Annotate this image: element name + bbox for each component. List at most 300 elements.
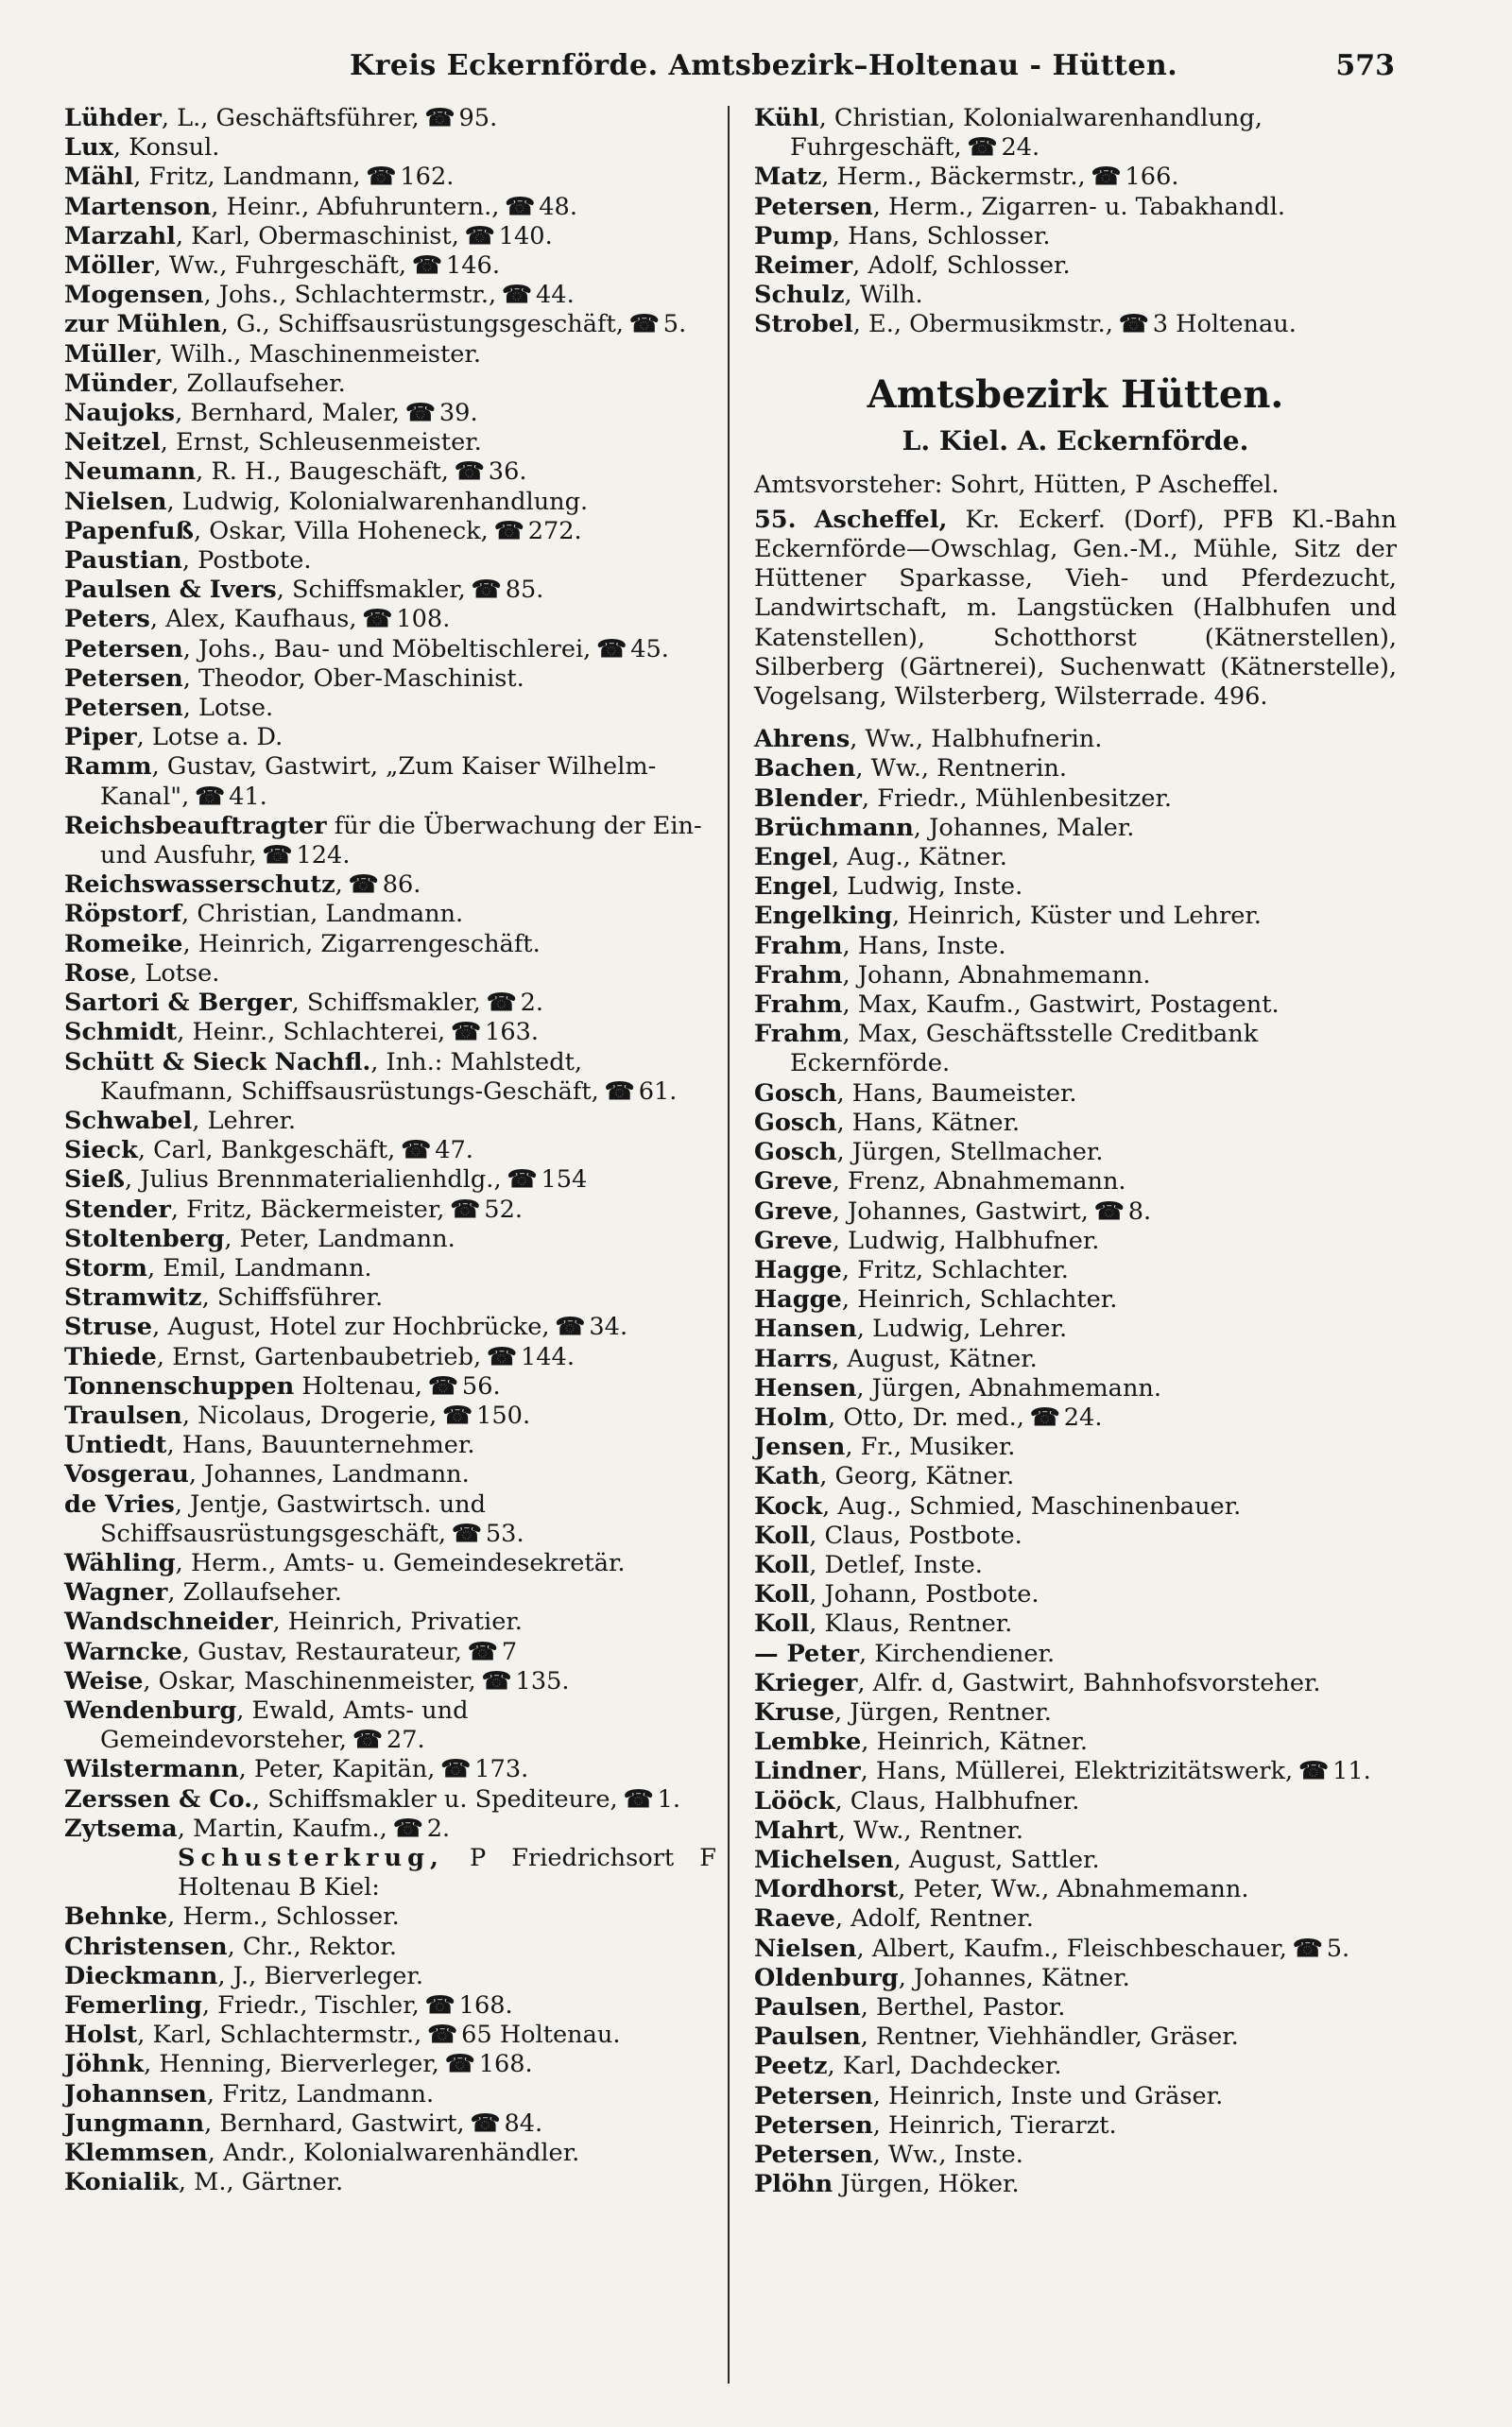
directory-entry: [64, 959, 716, 989]
entry-name: Plöhn: [754, 2170, 833, 2199]
entry-name: Koll: [754, 1580, 810, 1609]
phone-icon: ☎: [486, 989, 515, 1018]
entry-name: Mogensen: [64, 281, 204, 310]
entry-name: Jungmann: [64, 2109, 205, 2138]
phone-number: 36.: [488, 457, 527, 487]
phone-icon: ☎: [487, 1342, 515, 1371]
entry-name: — Peter: [754, 1639, 859, 1668]
directory-entry: [754, 1167, 1397, 1196]
directory-entry: [64, 1254, 716, 1283]
entry-details: , Andr., Kolonialwarenhändler.: [207, 2139, 580, 2168]
entry-details: , Berthel, Pastor.: [860, 1992, 1066, 2022]
entry-details: , Johannes, Gastwirt,: [832, 1196, 1089, 1226]
directory-entry: [754, 2170, 1397, 2199]
directory-entry: [754, 1462, 1397, 1491]
entry-details: , Schiffsmakler u. Spediteure,: [252, 1784, 618, 1814]
entry-name: Koll: [754, 1609, 810, 1639]
directory-entry: [754, 1993, 1397, 2022]
entry-details: , Peter, Ww., Abnahmemann.: [898, 1875, 1249, 1904]
entry-details: , Lotse.: [129, 958, 220, 988]
entry-name: Femerling: [64, 1991, 202, 2020]
entry-name: Dieckmann: [64, 1961, 218, 1990]
entry-details: , Hans, Bauunternehmer.: [166, 1431, 475, 1460]
entry-name: Sartori & Berger: [64, 989, 292, 1018]
phone-number: 56.: [461, 1371, 501, 1401]
entry-details: , Heinrich, Schlachter.: [841, 1285, 1118, 1315]
phone-icon: ☎: [392, 1814, 421, 1843]
phone-number: 45.: [630, 634, 669, 663]
entry-name: Thiede: [64, 1342, 157, 1371]
phone-icon: ☎: [555, 1313, 584, 1342]
phone-number: 44.: [536, 281, 575, 310]
phone-icon: ☎: [1298, 1757, 1328, 1786]
directory-entry: [64, 1578, 716, 1608]
phone-number: 48.: [539, 192, 577, 221]
directory-entry: [64, 399, 716, 428]
entry-name: Hansen: [754, 1315, 857, 1344]
entry-details: , Schiffsmakler,: [291, 989, 481, 1018]
entry-name: Nielsen: [754, 1934, 857, 1963]
phone-icon: ☎: [195, 782, 224, 811]
entry-name: Gosch: [754, 1078, 837, 1108]
entry-name: zur Mühlen: [64, 310, 221, 339]
phone-icon: ☎: [1093, 1196, 1123, 1226]
phone-icon: ☎: [596, 634, 626, 663]
directory-entry: [64, 1165, 716, 1195]
entry-name: Lindner: [754, 1757, 861, 1786]
left-column: [64, 104, 716, 2197]
entry-name: Mähl: [64, 163, 134, 192]
directory-entry: [754, 1728, 1397, 1757]
directory-entry: [754, 1403, 1397, 1433]
phone-number: 168.: [458, 1991, 513, 2020]
directory-entry: [64, 989, 716, 1018]
phone-number: 144.: [520, 1342, 575, 1371]
directory-entry: [64, 2050, 716, 2079]
entry-details: , Henning, Bierverleger,: [144, 2050, 439, 2079]
entry-name: Hagge: [754, 1285, 842, 1315]
page-number: 573: [1335, 49, 1395, 82]
entry-name: Gosch: [754, 1138, 837, 1167]
entry-name: Hagge: [754, 1255, 842, 1284]
phone-icon: ☎: [405, 399, 434, 428]
entry-name: Frahm: [754, 990, 843, 1020]
entry-name: Lühder: [64, 104, 162, 132]
directory-entry: [754, 251, 1397, 281]
phone-icon: ☎: [412, 251, 440, 281]
entry-details: , Jentje, Gastwirtsch. und Schiffsausrüstungsgeschäft,: [100, 1489, 486, 1548]
entry-details: , Johannes, Landmann.: [188, 1460, 470, 1489]
entry-details: , Inh.: Mahlstedt, Kaufmann, Schiffsausrüstungs-Geschäft,: [100, 1047, 599, 1106]
directory-entry: [64, 1107, 716, 1136]
entry-details: , Oskar, Villa Hoheneck,: [194, 516, 489, 545]
phone-icon: ☎: [467, 1637, 496, 1666]
entry-name: Untiedt: [64, 1431, 167, 1460]
entry-name: Petersen: [754, 2110, 873, 2140]
directory-entry: [64, 1549, 716, 1578]
directory-entry: [754, 1256, 1397, 1285]
entry-name: Stoltenberg: [64, 1224, 225, 1253]
directory-entry: [754, 281, 1397, 310]
directory-entry: [64, 1696, 716, 1755]
entry-details: , Adolf, Rentner.: [834, 1904, 1034, 1934]
entry-name: Jöhnk: [64, 2050, 145, 2079]
directory-entry: [754, 784, 1397, 814]
entry-details: , Chr., Rektor.: [227, 1932, 397, 1961]
directory-entry: [64, 1755, 716, 1784]
directory-entry: [64, 1815, 716, 1844]
phone-number: 124.: [296, 841, 351, 870]
entry-name: Sieß: [64, 1165, 125, 1195]
directory-entry: [64, 2021, 716, 2050]
entry-details: , Schiffsführer.: [201, 1283, 384, 1313]
directory-entry: [754, 222, 1397, 251]
entry-name: Krieger: [754, 1668, 858, 1697]
directory-entry: [64, 2109, 716, 2139]
directory-entry: [64, 1785, 716, 1815]
ort-number: 55.: [754, 505, 797, 534]
phone-number: 41.: [229, 782, 267, 811]
entry-details: , Aug., Schmied, Maschinenbauer.: [822, 1491, 1242, 1521]
directory-entry: [754, 1875, 1397, 1904]
phone-number: 2.: [426, 1814, 451, 1843]
directory-entry: [64, 370, 716, 399]
phone-icon: ☎: [1292, 1934, 1321, 1963]
phone-icon: ☎: [440, 1755, 470, 1784]
directory-entry: [754, 1609, 1397, 1639]
directory-entry: [754, 1816, 1397, 1846]
entry-name: Gosch: [754, 1108, 837, 1137]
entry-name: Petersen: [64, 634, 183, 663]
phone-number: 85.: [505, 576, 544, 605]
directory-entry: [64, 1638, 716, 1667]
entry-name: Mordhorst: [754, 1875, 899, 1904]
phone-number: 146.: [445, 251, 500, 281]
directory-entry: [754, 872, 1397, 902]
entry-details: , Hans, Baumeister.: [836, 1078, 1077, 1108]
entry-name: Christensen: [64, 1932, 228, 1961]
phone-number: 108.: [396, 605, 451, 634]
directory-entry: [64, 517, 716, 546]
directory-entry: [754, 961, 1397, 990]
entry-name: Vosgerau: [64, 1460, 189, 1489]
entry-details: , Johannes, Kätner.: [898, 1963, 1130, 1992]
directory-entry: [64, 812, 716, 870]
phone-number: 65 Holtenau.: [461, 2021, 621, 2050]
directory-entry: [64, 694, 716, 723]
directory-entry: [754, 193, 1397, 222]
directory-entry: [64, 1991, 716, 2021]
ascheffel-entry-list: [754, 725, 1397, 2199]
directory-entry: [754, 1522, 1397, 1551]
directory-entry: [754, 990, 1397, 1020]
phone-icon: ☎: [481, 1666, 510, 1695]
entry-details: , R. H., Baugeschäft,: [196, 457, 449, 487]
directory-entry: [754, 1227, 1397, 1256]
phone-icon: ☎: [424, 104, 454, 132]
entry-name: Koll: [754, 1550, 810, 1579]
entry-details: , August, Hotel zur Hochbrücke,: [152, 1313, 550, 1342]
directory-entry: [754, 1757, 1397, 1786]
entry-name: Warncke: [64, 1637, 182, 1666]
phone-icon: ☎: [450, 1195, 479, 1224]
entry-name: Matz: [754, 163, 822, 192]
directory-entry: [64, 1225, 716, 1254]
entry-name: Papenfuß: [64, 516, 194, 545]
entry-name: Engel: [754, 843, 833, 872]
directory-entry: [754, 163, 1397, 192]
entry-name: Michelsen: [754, 1845, 894, 1874]
phone-icon: ☎: [967, 133, 996, 163]
entry-details: ,: [335, 870, 343, 900]
entry-name: Brüchmann: [754, 813, 914, 842]
phone-number: 24.: [1063, 1403, 1103, 1432]
directory-entry: [64, 1196, 716, 1225]
entry-name: Romeike: [64, 929, 183, 958]
entry-details: , Karl, Obermaschinist,: [175, 221, 459, 250]
entry-details: , Carl, Bankgeschäft,: [137, 1136, 396, 1165]
entry-details: , Johann, Postbote.: [809, 1580, 1040, 1609]
entry-details: , Aug., Kätner.: [832, 843, 1007, 872]
directory-entry: [754, 843, 1397, 872]
entry-details: , Bernhard, Maler,: [175, 399, 400, 428]
entry-details: , Fr., Musiker.: [845, 1433, 1016, 1462]
right-entry-list: [754, 104, 1397, 340]
schusterkrug-postal: P Friedrichsort F Holtenau B Kiel:: [178, 1843, 716, 1902]
phone-number: 3 Holtenau.: [1152, 310, 1297, 339]
directory-entry: [754, 2082, 1397, 2111]
entry-name: Reichswasserschutz: [64, 870, 335, 900]
phone-number: 53.: [485, 1519, 524, 1548]
directory-entry: [64, 1431, 716, 1460]
entry-details: , Nicolaus, Drogerie,: [181, 1401, 438, 1430]
schusterkrug-heading: [64, 1844, 716, 1902]
entry-name: Kock: [754, 1491, 823, 1521]
entry-name: Koll: [754, 1521, 810, 1550]
entry-details: , Max, Geschäftsstelle Creditbank Eckernförde.: [790, 1020, 1259, 1078]
entry-details: , Johs., Schlachtermstr.,: [203, 281, 497, 310]
directory-entry: [64, 635, 716, 664]
phone-number: 150.: [476, 1401, 531, 1430]
entry-name: Wendenburg: [64, 1695, 237, 1725]
directory-entry: [64, 1490, 716, 1549]
phone-number: 8.: [1127, 1196, 1152, 1226]
entry-details: , Ludwig, Inste.: [832, 872, 1023, 902]
entry-name: Holm: [754, 1403, 829, 1432]
entry-name: Petersen: [754, 192, 873, 221]
phone-icon: ☎: [471, 576, 500, 605]
entry-details: , Ww., Rentner.: [837, 1816, 1024, 1845]
directory-entry: [64, 193, 716, 222]
entry-name: Frahm: [754, 960, 843, 990]
directory-entry: [754, 1138, 1397, 1167]
phone-number: 61.: [638, 1076, 678, 1106]
entry-details: , Zollaufseher.: [171, 369, 346, 398]
directory-entry: [64, 2080, 716, 2109]
entry-details: , Lotse a. D.: [136, 723, 284, 752]
entry-name: Petersen: [64, 694, 183, 723]
entry-name: Struse: [64, 1313, 153, 1342]
entry-name: Petersen: [754, 2141, 873, 2169]
entry-name: Zytsema: [64, 1814, 178, 1843]
directory-entry: [64, 664, 716, 694]
entry-details: , Frenz, Abnahmemann.: [832, 1167, 1126, 1196]
entry-details: , Ludwig, Halbhufner.: [832, 1226, 1100, 1255]
entry-details: , J., Bierverleger.: [217, 1961, 423, 1990]
directory-entry: [754, 1698, 1397, 1728]
directory-entry: [64, 281, 716, 310]
phone-icon: ☎: [1118, 310, 1147, 339]
phone-icon: ☎: [454, 457, 483, 487]
entry-details: , Bernhard, Gastwirt,: [204, 2109, 465, 2138]
entry-name: Storm: [64, 1253, 147, 1282]
entry-details: , Rentner, Viehhändler, Gräser.: [860, 2022, 1239, 2052]
entry-details: , Karl, Dachdecker.: [827, 2052, 1062, 2081]
phone-icon: ☎: [366, 163, 395, 192]
entry-details: , Fritz, Landmann,: [133, 163, 361, 192]
entry-name: Wilstermann: [64, 1755, 239, 1784]
entry-name: Ahrens: [754, 725, 850, 754]
directory-entry: [754, 1374, 1397, 1403]
entry-details: , Karl, Schlachtermstr.,: [137, 2021, 422, 2050]
entry-details: , Claus, Halbhufner.: [834, 1786, 1080, 1816]
directory-entry: [754, 2111, 1397, 2141]
entry-details: , Adolf, Schlosser.: [852, 251, 1071, 281]
phone-number: 140.: [498, 221, 553, 250]
directory-entry: [754, 1935, 1397, 1964]
entry-details: , Peter, Kapitän,: [238, 1755, 436, 1784]
entry-name: Paulsen: [754, 1992, 861, 2022]
directory-entry: [754, 1433, 1397, 1462]
entry-name: Müller: [64, 339, 156, 369]
directory-entry: [64, 457, 716, 487]
entry-details: , Albert, Kaufm., Fleischbeschauer,: [856, 1934, 1287, 1963]
entry-details: , Ludwig, Lehrer.: [856, 1315, 1068, 1344]
directory-entry: [64, 1667, 716, 1696]
entry-name: Traulsen: [64, 1401, 182, 1430]
entry-name: Frahm: [754, 931, 843, 960]
entry-details: , Peter, Landmann.: [224, 1224, 455, 1253]
directory-entry: [754, 754, 1397, 783]
entry-details: , Gustav, Gastwirt, „Zum Kaiser Wilhelm-Kanal",: [100, 752, 657, 811]
directory-entry: [64, 605, 716, 634]
directory-entry: [754, 725, 1397, 754]
right-column: [754, 104, 1397, 2199]
entry-name: Hensen: [754, 1373, 857, 1403]
section-title-huetten: Amtsbezirk Hütten.: [867, 371, 1284, 417]
directory-entry: [64, 488, 716, 517]
entry-name: Neitzel: [64, 428, 161, 457]
entry-name: Reimer: [754, 251, 853, 281]
phone-number: 47.: [435, 1136, 473, 1165]
phone-icon: ☎: [502, 281, 531, 310]
entry-details: , G., Schiffsausrüstungsgeschäft,: [220, 310, 624, 339]
entry-details: , Christian, Kolonialwarenhandlung, Fuhrgeschäft,: [790, 104, 1263, 163]
directory-entry: [754, 1551, 1397, 1580]
phone-number: 24.: [1001, 133, 1040, 163]
entry-name: Naujoks: [64, 399, 176, 428]
entry-name: Kruse: [754, 1697, 835, 1727]
entry-details: , Claus, Postbote.: [809, 1521, 1022, 1550]
directory-entry: [754, 1492, 1397, 1522]
phone-number: 162.: [400, 163, 455, 192]
entry-name: Reichsbeauftragter: [64, 811, 327, 840]
phone-number: 163.: [485, 1018, 540, 1047]
entry-details: , Julius Brennmaterialienhdlg.,: [124, 1165, 502, 1195]
entry-name: Paustian: [64, 546, 182, 576]
phone-number: 5.: [1326, 1934, 1350, 1963]
phone-icon: ☎: [505, 192, 534, 221]
directory-entry: [64, 1313, 716, 1342]
entry-details: , Ww., Rentnerin.: [855, 754, 1068, 783]
entry-details: , Friedr., Tischler,: [201, 1991, 420, 2020]
entry-name: Engel: [754, 872, 833, 902]
directory-entry: [64, 546, 716, 576]
entry-name: Schmidt: [64, 1018, 178, 1047]
entry-details: , Fritz, Schlachter.: [841, 1255, 1069, 1284]
entry-name: Strobel: [754, 310, 853, 339]
entry-details: , Otto, Dr. med.,: [828, 1403, 1024, 1432]
directory-entry: [754, 1904, 1397, 1934]
directory-entry: [64, 2168, 716, 2197]
directory-entry: [754, 2141, 1397, 2170]
directory-entry: [64, 723, 716, 752]
phone-icon: ☎: [604, 1076, 633, 1106]
entry-details: , August, Kätner.: [832, 1344, 1038, 1373]
phone-icon: ☎: [352, 1726, 381, 1755]
directory-entry: [754, 932, 1397, 961]
entry-details: , Oskar, Maschinenmeister,: [143, 1666, 476, 1695]
entry-name: Lööck: [754, 1786, 835, 1816]
directory-entry: [64, 1402, 716, 1431]
phone-icon: ☎: [428, 1371, 456, 1401]
phone-icon: ☎: [1091, 163, 1120, 192]
phone-icon: ☎: [444, 2050, 473, 2079]
phone-icon: ☎: [507, 1165, 536, 1195]
entry-details: , Schiffsmakler,: [276, 576, 466, 605]
entry-details: , Heinrich, Privatier.: [272, 1608, 523, 1637]
entry-name: Weise: [64, 1666, 144, 1695]
phone-number: 86.: [382, 870, 421, 900]
entry-name: Marzahl: [64, 221, 176, 250]
directory-entry: [64, 1933, 716, 1962]
phone-icon: ☎: [442, 1401, 472, 1430]
schusterkrug-entry-list: [64, 1902, 716, 2197]
phone-number: 7: [501, 1637, 518, 1666]
entry-name: Tonnenschuppen: [64, 1371, 295, 1401]
running-title: Kreis Eckernförde. Amtsbezirk–Holtenau - Hütten.: [350, 49, 1178, 82]
entry-name: Nielsen: [64, 487, 167, 516]
directory-entry: [64, 1018, 716, 1047]
entry-details: , Max, Kaufm., Gastwirt, Postagent.: [842, 990, 1280, 1020]
directory-entry: [64, 340, 716, 370]
phone-icon: ☎: [1029, 1403, 1058, 1432]
directory-entry: [754, 1020, 1397, 1078]
entry-name: Stender: [64, 1195, 171, 1224]
entry-name: Piper: [64, 723, 137, 752]
directory-entry: [64, 1283, 716, 1313]
entry-name: Pump: [754, 221, 833, 250]
entry-details: , Heinrich, Zigarrengeschäft.: [182, 929, 541, 958]
entry-details: , Zollaufseher.: [167, 1578, 342, 1608]
entry-details: , Herm., Zigarren- u. Tabakhandl.: [872, 192, 1286, 221]
entry-details: , Heinr., Abfuhruntern.,: [211, 192, 500, 221]
entry-name: Lux: [64, 133, 113, 163]
phone-icon: ☎: [424, 1991, 454, 2020]
phone-icon: ☎: [451, 1018, 480, 1047]
entry-name: Engelking: [754, 902, 892, 931]
entry-details: , Postbote.: [181, 546, 312, 576]
